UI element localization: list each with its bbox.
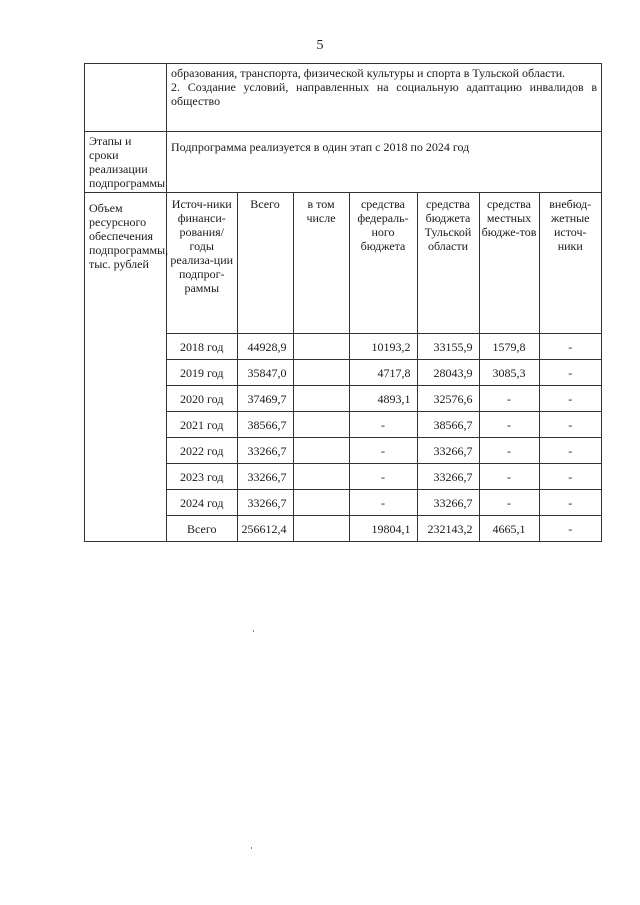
passport-table bbox=[84, 63, 602, 542]
total-cell: 33266,7 bbox=[237, 438, 293, 464]
extrabudget-cell: - bbox=[539, 412, 601, 438]
header-total: Всего bbox=[237, 193, 293, 334]
local-cell: - bbox=[479, 464, 539, 490]
funding-row bbox=[85, 193, 602, 542]
including-cell bbox=[293, 386, 349, 412]
funding-header-row bbox=[167, 193, 601, 334]
table-row bbox=[167, 438, 601, 464]
table-row bbox=[167, 360, 601, 386]
goals-text-1: образования, транспорта, физической культуры и спорта в Тульской области. bbox=[171, 66, 566, 80]
federal-cell: 4893,1 bbox=[349, 386, 417, 412]
year-cell: 2024 год bbox=[167, 490, 237, 516]
scan-speck bbox=[253, 630, 254, 632]
total-cell: 38566,7 bbox=[237, 412, 293, 438]
table-row bbox=[167, 386, 601, 412]
year-cell: 2021 год bbox=[167, 412, 237, 438]
year-cell: 2023 год bbox=[167, 464, 237, 490]
federal-cell: - bbox=[349, 464, 417, 490]
table-row bbox=[167, 464, 601, 490]
including-cell bbox=[293, 516, 349, 542]
federal-cell: - bbox=[349, 412, 417, 438]
header-including: в том числе bbox=[293, 193, 349, 334]
header-extrabudget: внебюд-жетные источ-ники bbox=[539, 193, 601, 334]
scan-speck bbox=[251, 847, 252, 849]
table-row bbox=[167, 412, 601, 438]
regional-cell: 28043,9 bbox=[417, 360, 479, 386]
extrabudget-cell: - bbox=[539, 334, 601, 360]
extrabudget-cell: - bbox=[539, 516, 601, 542]
local-cell: - bbox=[479, 412, 539, 438]
table-row bbox=[167, 490, 601, 516]
year-cell: 2020 год bbox=[167, 386, 237, 412]
including-cell bbox=[293, 412, 349, 438]
funding-label bbox=[85, 193, 167, 542]
regional-cell: 33155,9 bbox=[417, 334, 479, 360]
federal-cell: - bbox=[349, 490, 417, 516]
year-cell: 2019 год bbox=[167, 360, 237, 386]
funding-label-text: Объем ресурсного обеспечения подпрограммы, тыс. рублей bbox=[89, 201, 169, 271]
regional-cell: 33266,7 bbox=[417, 464, 479, 490]
regional-cell: 38566,7 bbox=[417, 412, 479, 438]
total-cell: 256612,4 bbox=[237, 516, 293, 542]
stages-text-cell bbox=[167, 132, 602, 193]
year-cell: Всего bbox=[167, 516, 237, 542]
goals-row bbox=[85, 64, 602, 132]
local-cell: 4665,1 bbox=[479, 516, 539, 542]
goals-label-cell bbox=[85, 64, 167, 132]
regional-cell: 232143,2 bbox=[417, 516, 479, 542]
federal-cell: 4717,8 bbox=[349, 360, 417, 386]
total-cell: 44928,9 bbox=[237, 334, 293, 360]
federal-cell: 19804,1 bbox=[349, 516, 417, 542]
including-cell bbox=[293, 490, 349, 516]
local-cell: 1579,8 bbox=[479, 334, 539, 360]
header-federal: средства федераль-ного бюджета bbox=[349, 193, 417, 334]
funding-table-cell bbox=[167, 193, 602, 542]
including-cell bbox=[293, 464, 349, 490]
local-cell: 3085,3 bbox=[479, 360, 539, 386]
total-cell: 37469,7 bbox=[237, 386, 293, 412]
total-cell: 33266,7 bbox=[237, 464, 293, 490]
federal-cell: - bbox=[349, 438, 417, 464]
total-cell: 33266,7 bbox=[237, 490, 293, 516]
page-number: 5 bbox=[316, 38, 324, 53]
header-sources: Источ-ники финанси-рования/ годы реализа-ции подпрог-раммы bbox=[167, 193, 237, 334]
including-cell bbox=[293, 334, 349, 360]
table-row bbox=[167, 334, 601, 360]
regional-cell: 33266,7 bbox=[417, 490, 479, 516]
header-regional: средства бюджета Тульской области bbox=[417, 193, 479, 334]
year-cell: 2022 год bbox=[167, 438, 237, 464]
extrabudget-cell: - bbox=[539, 386, 601, 412]
funding-table bbox=[167, 193, 601, 541]
extrabudget-cell: - bbox=[539, 438, 601, 464]
year-cell: 2018 год bbox=[167, 334, 237, 360]
stages-text: Подпрограмма реализуется в один этап с 2018 по 2024 год bbox=[171, 140, 470, 154]
including-cell bbox=[293, 438, 349, 464]
extrabudget-cell: - bbox=[539, 360, 601, 386]
stages-label-text: Этапы и сроки реализации подпрограммы bbox=[89, 134, 166, 190]
local-cell: - bbox=[479, 438, 539, 464]
regional-cell: 33266,7 bbox=[417, 438, 479, 464]
total-cell: 35847,0 bbox=[237, 360, 293, 386]
extrabudget-cell: - bbox=[539, 464, 601, 490]
header-local: средства местных бюдже-тов bbox=[479, 193, 539, 334]
regional-cell: 32576,6 bbox=[417, 386, 479, 412]
goals-text-cell bbox=[167, 64, 602, 132]
stages-label bbox=[85, 132, 167, 193]
extrabudget-cell: - bbox=[539, 490, 601, 516]
local-cell: - bbox=[479, 490, 539, 516]
goals-text-2: 2. Создание условий, направленных на социальную адаптацию инвалидов в общество bbox=[171, 80, 597, 108]
table-row-total bbox=[167, 516, 601, 542]
stages-row bbox=[85, 132, 602, 193]
including-cell bbox=[293, 360, 349, 386]
federal-cell: 10193,2 bbox=[349, 334, 417, 360]
local-cell: - bbox=[479, 386, 539, 412]
